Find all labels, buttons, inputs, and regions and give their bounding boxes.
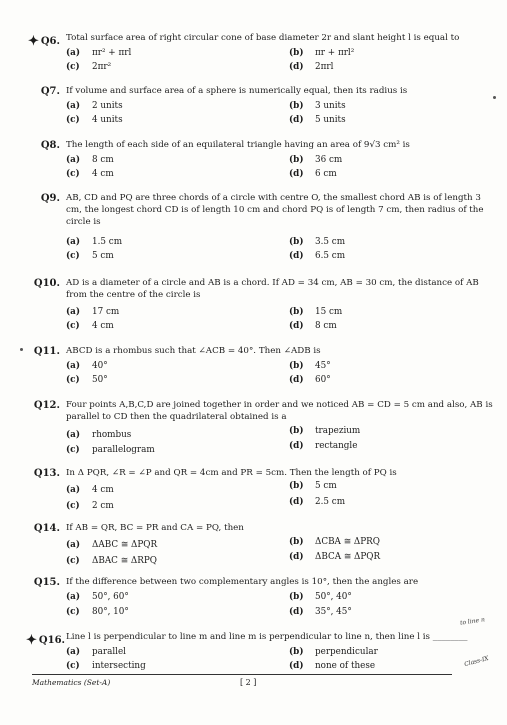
option-b: (b) ΔCBA ≅ ΔPRQ xyxy=(289,537,380,547)
option-a: (a) 2 units xyxy=(66,101,123,111)
margin-note-class: Class-IX xyxy=(463,654,490,669)
option-b: (b) trapezium xyxy=(289,426,361,436)
option-d: (d) ΔBCA ≅ ΔPQR xyxy=(289,552,381,562)
star-icon: ✦ xyxy=(26,633,37,648)
option-a: (a) 17 cm xyxy=(66,307,120,317)
question-text: Total surface area of right circular cone of base diameter 2r and slant height l is equal to xyxy=(66,33,460,43)
option-c: (c) intersecting xyxy=(66,661,146,671)
option-d: (d) 5 units xyxy=(289,115,346,125)
question-number: ✦ Q6. xyxy=(27,34,60,49)
option-a: (a) 1.5 cm xyxy=(66,237,123,247)
footer-rule xyxy=(32,674,452,675)
question-text: AD is a diameter of a circle and AB is a chord. If AD = 34 cm, AB = 30 cm, the distance of AB from the centre of the circle is xyxy=(66,278,479,300)
option-a: (a) parallel xyxy=(66,647,126,657)
option-b: (b) 3 units xyxy=(289,101,346,111)
option-a: (a) 4 cm xyxy=(66,485,114,495)
question-text: In Δ PQR, ∠R = ∠P and QR = 4cm and PR = 5cm. Then the length of PQ is xyxy=(66,468,397,478)
question-number: Q7. xyxy=(40,86,60,97)
option-d: (d) 8 cm xyxy=(289,321,337,331)
question-text: If the difference between two complementary angles is 10°, then the angles are xyxy=(66,577,419,587)
option-d: (d) 2.5 cm xyxy=(289,497,346,507)
option-d: (d) none of these xyxy=(289,661,376,671)
option-b: (b) 50°, 40° xyxy=(289,592,352,602)
star-icon: ✦ xyxy=(27,34,39,49)
margin-mark xyxy=(20,348,23,351)
option-c: (c) 5 cm xyxy=(66,251,114,261)
margin-mark xyxy=(493,96,496,99)
option-d: (d) 6 cm xyxy=(289,169,337,179)
option-b: (b) 36 cm xyxy=(289,155,343,165)
option-a: (a) 50°, 60° xyxy=(66,592,129,602)
question-number: Q10. xyxy=(33,278,60,289)
question-number: Q12. xyxy=(33,400,60,411)
option-d: (d) 35°, 45° xyxy=(289,607,352,617)
question-text: ABCD is a rhombus such that ∠ACB = 40°. Then ∠ADB is xyxy=(66,346,321,356)
option-c: (c) 4 cm xyxy=(66,169,114,179)
footer-subject: Mathematics (Set-A) xyxy=(32,678,111,687)
option-c: (c) 4 units xyxy=(66,115,123,125)
question-number: Q14. xyxy=(33,523,60,534)
option-c: (c) 4 cm xyxy=(66,321,114,331)
option-d: (d) 2πrl xyxy=(289,62,334,72)
option-d: (d) 6.5 cm xyxy=(289,251,346,261)
option-c: (c) 80°, 10° xyxy=(66,607,129,617)
question-text: If volume and surface area of a sphere is numerically equal, then its radius is xyxy=(66,86,408,96)
question-number: Q13. xyxy=(33,468,60,479)
option-c: (c) 50° xyxy=(66,375,108,385)
question-text: If AB = QR, BC = PR and CA = PQ, then xyxy=(66,523,244,533)
question-text: AB, CD and PQ are three chords of a circle with centre O, the smallest chord AB is of length 3 cm, the longest chord CD is of length 10 cm and chord PQ is of length 7 cm, then radius of the circle is xyxy=(66,193,484,227)
question-number: Q9. xyxy=(40,193,60,204)
option-c: (c) parallelogram xyxy=(66,445,155,455)
question-number: Q11. xyxy=(33,346,60,357)
question-text: Four points A,B,C,D are joined together in order and we noticed AB = CD = 5 cm and also, AB is parallel to CD then the quadrilateral obtained is a xyxy=(66,400,493,422)
option-d: (d) rectangle xyxy=(289,441,358,451)
option-c: (c) ΔBAC ≅ ΔRPQ xyxy=(66,556,157,566)
question-number: Q15. xyxy=(33,577,60,588)
margin-note: to line n xyxy=(459,616,486,627)
option-c: (c) 2 cm xyxy=(66,501,114,511)
page-number: [ 2 ] xyxy=(240,678,257,687)
option-d: (d) 60° xyxy=(289,375,331,385)
question-number: ✦ Q16. xyxy=(26,633,66,648)
option-a: (a) πr² + πrl xyxy=(66,48,132,58)
option-a: (a) 40° xyxy=(66,361,108,371)
option-a: (a) ΔABC ≅ ΔPQR xyxy=(66,540,158,550)
question-text: Line l is perpendicular to line m and line m is perpendicular to line n, then line l is ________ xyxy=(66,632,468,642)
question-number: Q8. xyxy=(40,140,60,151)
question-text: The length of each side of an equilateral triangle having an area of 9√3 cm² is xyxy=(66,140,410,150)
option-a: (a) rhombus xyxy=(66,430,132,440)
option-a: (a) 8 cm xyxy=(66,155,114,165)
option-b: (b) 5 cm xyxy=(289,481,337,491)
option-b: (b) 3.5 cm xyxy=(289,237,346,247)
option-b: (b) 15 cm xyxy=(289,307,343,317)
option-c: (c) 2πr² xyxy=(66,62,112,72)
option-b: (b) 45° xyxy=(289,361,331,371)
option-b: (b) πr + πrl² xyxy=(289,48,355,58)
option-b: (b) perpendicular xyxy=(289,647,378,657)
